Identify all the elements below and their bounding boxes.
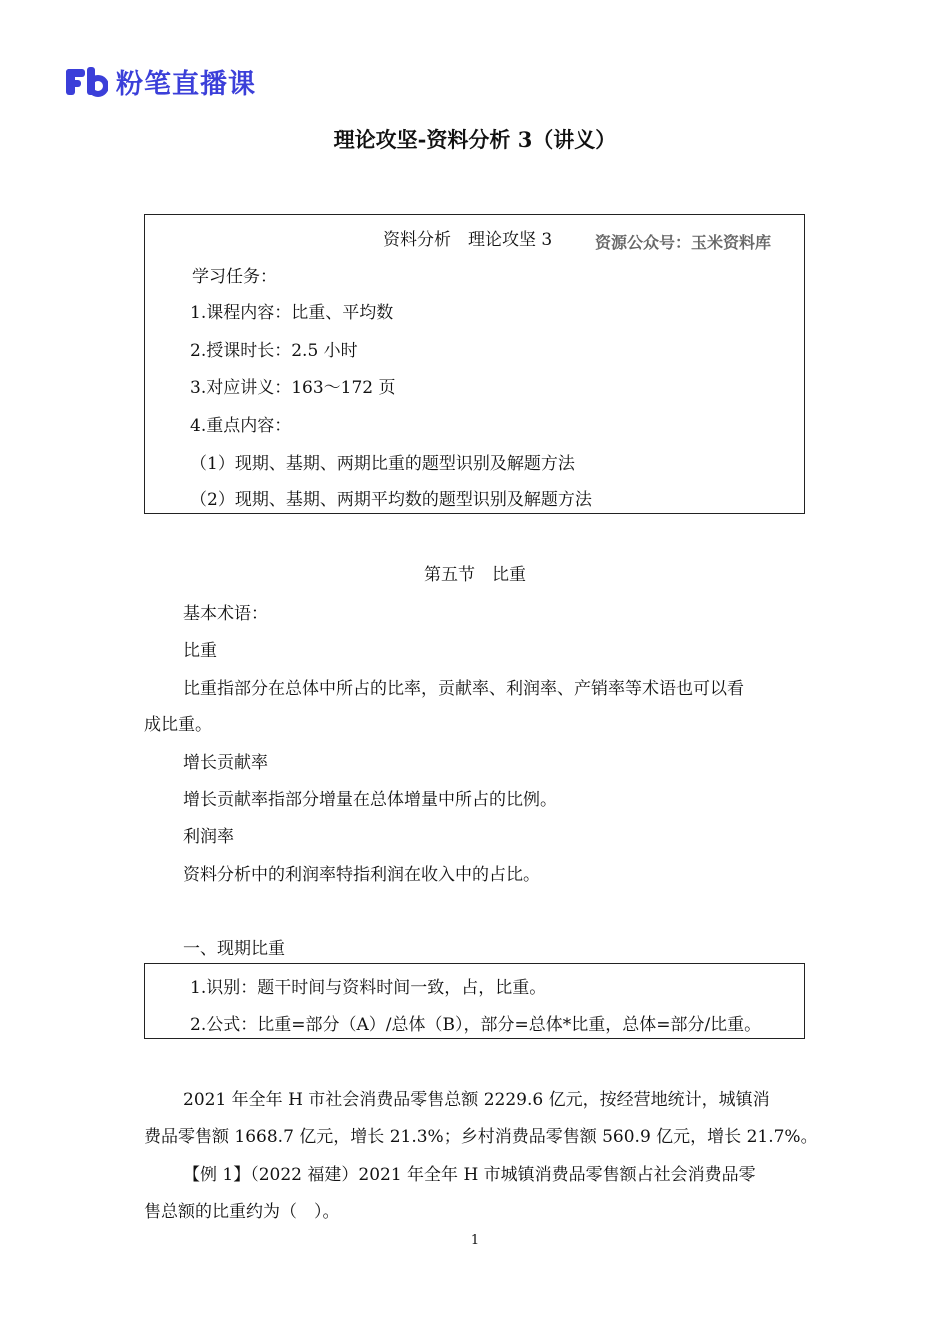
task-line: 学习任务：	[192, 267, 277, 287]
task-line: （2）现期、基期、两期平均数的题型识别及解题方法	[190, 490, 592, 510]
rule-box	[144, 963, 805, 1039]
term-name: 比重	[183, 641, 217, 661]
material-text: 2021 年全年 H 市社会消费品零售总额 2229.6 亿元，按经营地统计，城镇消	[183, 1090, 770, 1110]
task-line: 1.课程内容：比重、平均数	[190, 303, 394, 323]
rule-line: 1.识别：题干时间与资料时间一致，占，比重。	[190, 978, 547, 998]
terms-label: 基本术语：	[183, 604, 268, 624]
page-number: 1	[470, 1233, 480, 1248]
term-description: 资料分析中的利润率特指利润在收入中的占比。	[183, 865, 540, 885]
document-title: 理论攻坚-资料分析 3（讲义）	[333, 127, 617, 152]
subsection-title: 一、现期比重	[183, 939, 285, 959]
watermark-text: 资源公众号：玉米资料库	[595, 233, 772, 252]
task-line: 3.对应讲义：163～172 页	[190, 378, 396, 398]
term-name: 增长贡献率	[183, 753, 268, 773]
task-box-heading: 资料分析 理论攻坚 3	[383, 230, 553, 250]
fenbi-logo-icon	[66, 67, 108, 97]
material-text: 费品零售额 1668.7 亿元，增长 21.3%；乡村消费品零售额 560.9 亿元，增长 21.7%。	[144, 1127, 818, 1147]
rule-line: 2.公式：比重=部分（A）/总体（B），部分=总体*比重，总体=部分/比重。	[190, 1015, 762, 1035]
example-question: 售总额的比重约为（ ）。	[144, 1202, 340, 1222]
term-name: 利润率	[183, 827, 234, 847]
brand-name: 粉笔直播课	[116, 69, 256, 100]
learning-task-box	[144, 214, 805, 514]
brand-logo	[66, 62, 256, 101]
task-line: 4.重点内容：	[190, 416, 292, 436]
term-description: 比重指部分在总体中所占的比率，贡献率、利润率、产销率等术语也可以看	[183, 679, 744, 699]
example-question: 【例 1】（2022 福建）2021 年全年 H 市城镇消费品零售额占社会消费品零	[183, 1165, 756, 1185]
task-line: （1）现期、基期、两期比重的题型识别及解题方法	[190, 454, 575, 474]
term-description: 成比重。	[144, 715, 212, 735]
task-line: 2.授课时长：2.5 小时	[190, 341, 358, 361]
term-description: 增长贡献率指部分增量在总体增量中所占的比例。	[183, 790, 557, 810]
section-title: 第五节 比重	[424, 565, 526, 585]
